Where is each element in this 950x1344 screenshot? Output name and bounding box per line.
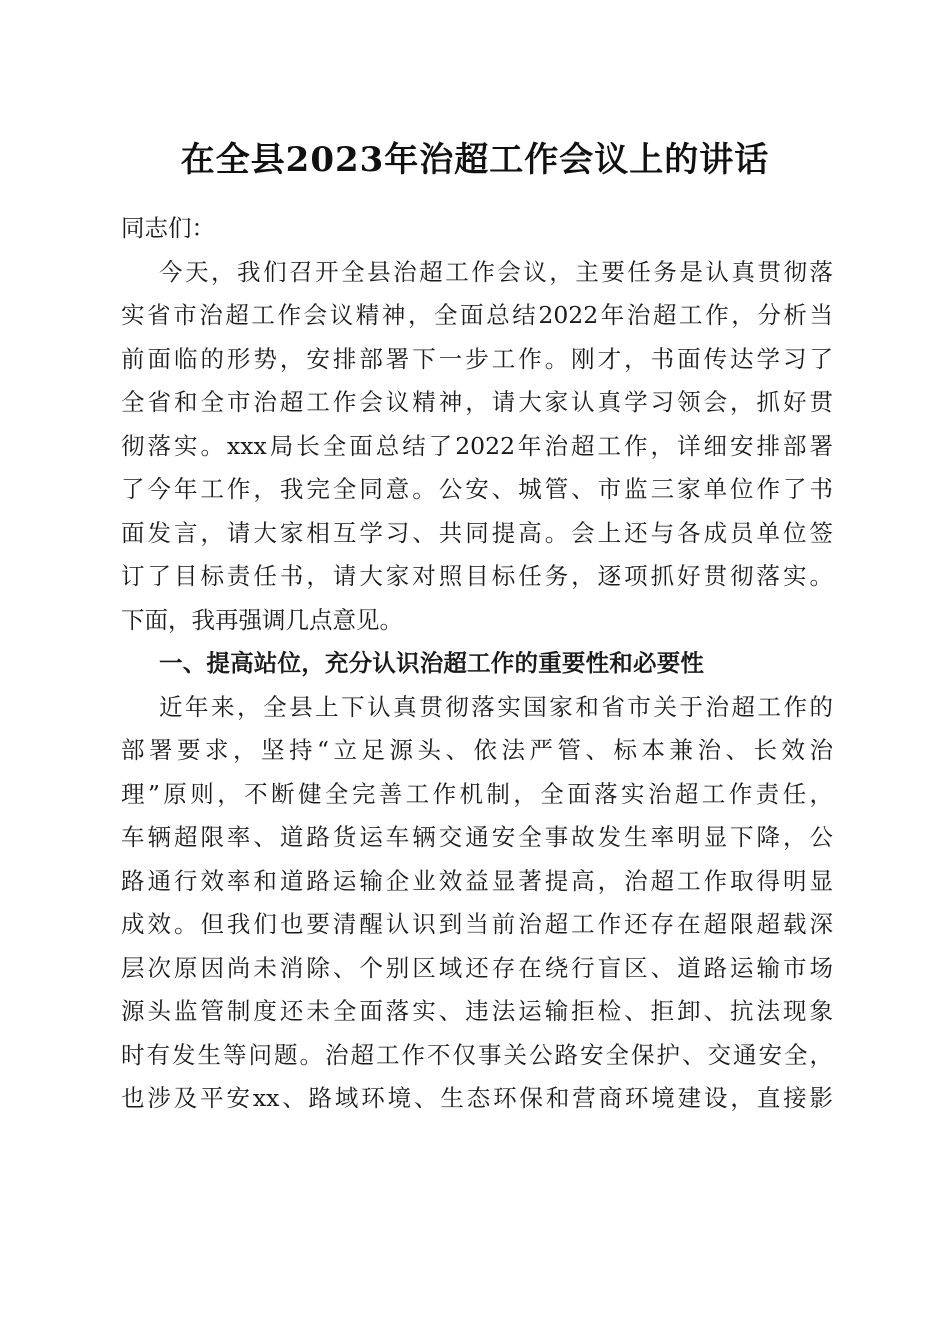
paragraph-line: 订了目标责任书，请大家对照目标任务，逐项抓好贯彻落实。 [121, 562, 833, 590]
paragraph-1 [121, 251, 833, 643]
paragraph-2 [121, 686, 833, 1121]
paragraph-line: 下面，我再强调几点意见。 [121, 605, 403, 634]
document-body [121, 207, 833, 1121]
section-heading: 一、提高站位，充分认识治超工作的重要性和必要性 [159, 649, 705, 677]
paragraph-line: 时有发生等问题。治超工作不仅事关公路安全保护、交通安全， [121, 1040, 833, 1069]
paragraph-line: 实省市治超工作会议精神，全面总结2022年治超工作，分析当 [121, 301, 833, 329]
paragraph-line: 全省和全市治超工作会议精神，请大家认真学习领会，抓好贯 [121, 388, 833, 416]
paragraph-line: 部署要求，坚持“立足源头、依法严管、标本兼治、长效治 [121, 736, 833, 764]
paragraph-line: 理”原则，不断健全完善工作机制，全面落实治超工作责任， [121, 779, 833, 808]
salutation: 同志们： [121, 214, 215, 242]
document-title: 在全县2023年治超工作会议上的讲话 [180, 140, 770, 180]
paragraph-line: 彻落实。xxx局长全面总结了2022年治超工作，详细安排部署 [121, 431, 833, 460]
paragraph-line: 层次原因尚未消除、个别区域还存在绕行盲区、道路运输市场 [121, 953, 833, 982]
paragraph-line: 路通行效率和道路运输企业效益显著提高，治超工作取得明显 [121, 866, 833, 895]
paragraph-line: 今天，我们召开全县治超工作会议，主要任务是认真贯彻落 [159, 257, 833, 286]
paragraph-line: 车辆超限率、道路货运车辆交通安全事故发生率明显下降，公 [121, 823, 833, 851]
paragraph-line: 也涉及平安xx、路域环境、生态环保和营商环境建设，直接影 [121, 1084, 833, 1112]
paragraph-line: 源头监管制度还未全面落实、违法运输拒检、拒卸、抗法现象 [121, 997, 833, 1025]
paragraph-line: 面发言，请大家相互学习、共同提高。会上还与各成员单位签 [121, 518, 833, 547]
paragraph-line: 成效。但我们也要清醒认识到当前治超工作还存在超限超载深 [121, 910, 833, 938]
paragraph-line: 了今年工作，我完全同意。公安、城管、市监三家单位作了书 [121, 475, 833, 503]
paragraph-line: 前面临的形势，安排部署下一步工作。刚才，书面传达学习了 [121, 344, 833, 373]
paragraph-line: 近年来，全县上下认真贯彻落实国家和省市关于治超工作的 [159, 692, 833, 721]
